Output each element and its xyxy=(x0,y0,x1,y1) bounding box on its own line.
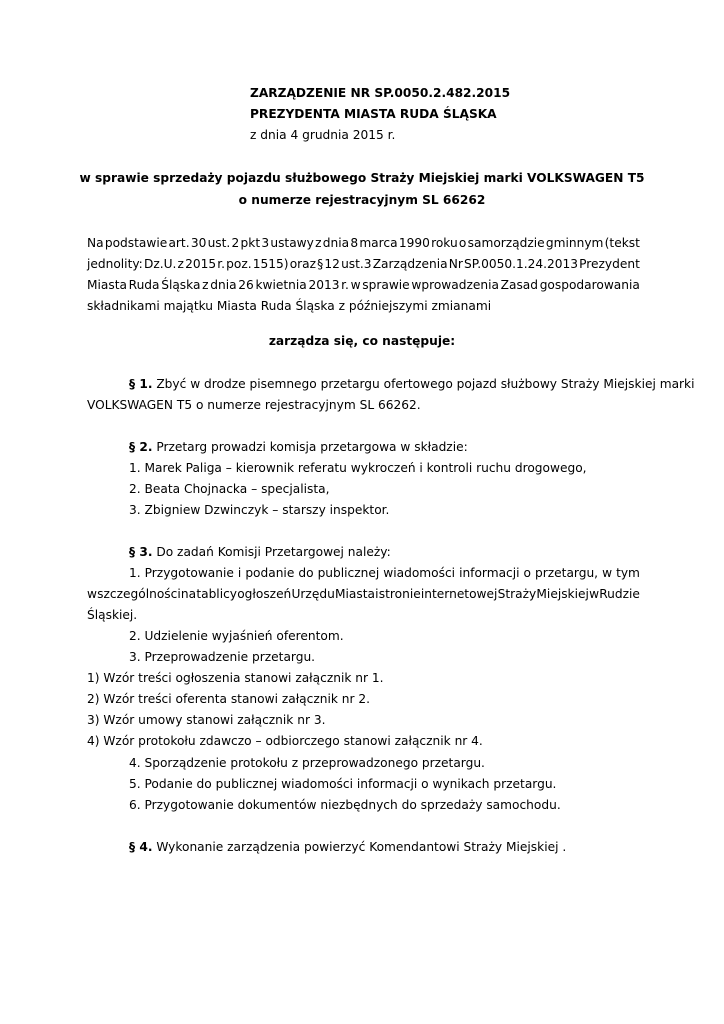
decree-date: z dnia 4 grudnia 2015 r. xyxy=(250,128,396,142)
basis-line-2 xyxy=(87,257,640,271)
task-3: 3. Przeprowadzenie przetargu. xyxy=(129,650,316,664)
word: o xyxy=(523,566,532,580)
task-2: 2. Udzielenie wyjaśnień oferentom. xyxy=(129,629,344,643)
task-1-line-1 xyxy=(129,566,640,580)
word: r. xyxy=(217,257,226,271)
word: 8 xyxy=(350,236,359,250)
word: wiadomości xyxy=(383,566,456,580)
word: ustawy xyxy=(270,236,314,250)
section-4-mark: § 4. xyxy=(129,840,153,854)
word: do xyxy=(298,566,314,580)
word: gospodarowania xyxy=(539,278,640,292)
word: tym xyxy=(616,566,640,580)
task-6: 6. Przygotowanie dokumentów niezbędnych do sprzedaży samochodu. xyxy=(129,798,561,812)
word: Rudzie xyxy=(599,587,640,601)
attachment-item: 2) Wzór treści oferenta stanowi załącznik nr 2. xyxy=(87,692,371,706)
section-1-mark: § 1. xyxy=(129,377,153,391)
subject-line-2: o numerze rejestracyjnym SL 66262 xyxy=(238,193,486,207)
word: z xyxy=(177,257,184,271)
word: ust. xyxy=(207,236,231,250)
word: pkt xyxy=(240,236,261,250)
word: z xyxy=(202,278,209,292)
word: przetargu, xyxy=(535,566,599,580)
word: 3 xyxy=(261,236,270,250)
word: Ruda xyxy=(128,278,160,292)
word: kwietnia xyxy=(255,278,307,292)
word: Miasta xyxy=(335,587,375,601)
attachment-item: 3) Wzór umowy stanowi załącznik nr 3. xyxy=(87,713,326,727)
section-3-text: Do zadań Komisji Przetargowej należy: xyxy=(152,545,391,559)
word: 1990 xyxy=(398,236,430,250)
task-5: 5. Podanie do publicznej wiadomości informacji o wynikach przetargu. xyxy=(129,777,557,791)
subject-line-1: w sprawie sprzedaży pojazdu służbowego Straży Miejskiej marki VOLKSWAGEN T5 xyxy=(79,171,645,185)
word: Prezydent xyxy=(579,257,640,271)
word: Dz.U. xyxy=(143,257,177,271)
word: w xyxy=(87,587,97,601)
word: r. xyxy=(341,278,349,292)
task-1-line-3: Śląskiej. xyxy=(87,608,138,622)
word: poz. xyxy=(226,257,252,271)
word: w xyxy=(589,587,600,601)
word: Nr xyxy=(448,257,463,271)
section-1-text: Zbyć w drodze pisemnego przetargu ofertowego pojazd służbowy Straży Miejskiej marki xyxy=(152,377,695,391)
decree-statement: zarządza się, co następuje: xyxy=(268,334,456,348)
basis-line-3 xyxy=(87,278,640,292)
word: Przygotowanie xyxy=(144,566,234,580)
word: podstawie xyxy=(104,236,168,250)
word: i xyxy=(237,566,242,580)
word: § xyxy=(317,257,324,271)
word: gminnym xyxy=(545,236,604,250)
section-1-line-2: VOLKSWAGEN T5 o numerze rejestracyjnym SL 66262. xyxy=(87,398,421,412)
word: 12 xyxy=(324,257,340,271)
word: (tekst xyxy=(604,236,640,250)
word: 26 xyxy=(238,278,254,292)
word: z xyxy=(315,236,322,250)
word: Straży xyxy=(497,587,537,601)
section-4-text: Wykonanie zarządzenia powierzyć Komendantowi Straży Miejskiej . xyxy=(152,840,567,854)
word: oraz xyxy=(289,257,317,271)
word: Miasta xyxy=(87,278,127,292)
word: Śląska xyxy=(161,278,201,292)
word: wprowadzenia xyxy=(411,278,499,292)
commission-member: 3. Zbigniew Dzwinczyk – starszy inspektor. xyxy=(129,503,390,517)
word: roku xyxy=(431,236,458,250)
commission-member: 1. Marek Paliga – kierownik referatu wykroczeń i kontroli ruchu drogowego, xyxy=(129,461,587,475)
word: 2013 xyxy=(308,278,340,292)
word: i xyxy=(375,587,379,601)
attachment-item: 1) Wzór treści ogłoszenia stanowi załącznik nr 1. xyxy=(87,671,384,685)
word: 2 xyxy=(231,236,240,250)
section-3-intro xyxy=(129,545,391,559)
section-3-mark: § 3. xyxy=(129,545,153,559)
word: sprawie xyxy=(362,278,410,292)
word: 30 xyxy=(190,236,207,250)
word: szczególności xyxy=(97,587,181,601)
word: w xyxy=(602,566,613,580)
section-1-line-1 xyxy=(129,377,695,391)
word: internetowej xyxy=(420,587,498,601)
word: tablicy xyxy=(196,587,237,601)
word: 2015 xyxy=(185,257,217,271)
task-4: 4. Sporządzenie protokołu z przeprowadzonego przetargu. xyxy=(129,756,485,770)
word: jednolity: xyxy=(87,257,143,271)
commission-member: 2. Beata Chojnacka – specjalista, xyxy=(129,482,330,496)
word: art. xyxy=(168,236,190,250)
word: podanie xyxy=(245,566,295,580)
word: publicznej xyxy=(317,566,380,580)
task-1-line-2 xyxy=(87,587,640,601)
word: SP.0050.1.24.2013 xyxy=(464,257,578,271)
word: samorządzie xyxy=(467,236,545,250)
basis-line-4: składnikami majątku Miasta Ruda Śląska z późniejszymi zmianami xyxy=(87,299,492,313)
section-2-intro xyxy=(129,440,468,454)
word: informacji xyxy=(459,566,520,580)
word: dnia xyxy=(322,236,350,250)
word: Zasad xyxy=(500,278,538,292)
word: ogłoszeń xyxy=(237,587,292,601)
word: Urzędu xyxy=(291,587,335,601)
word: ust.3 xyxy=(341,257,372,271)
issuer: PREZYDENTA MIASTA RUDA ŚLĄSKA xyxy=(250,107,497,121)
section-2-mark: § 2. xyxy=(129,440,153,454)
word: stronie xyxy=(378,587,421,601)
word: o xyxy=(458,236,467,250)
basis-line-1 xyxy=(87,236,640,250)
attachment-item: 4) Wzór protokołu zdawczo – odbiorczego stanowi załącznik nr 4. xyxy=(87,734,483,748)
word: Miejskiej xyxy=(536,587,589,601)
word: 1515) xyxy=(252,257,289,271)
word: w xyxy=(350,278,361,292)
word: na xyxy=(180,587,197,601)
word: dnia xyxy=(210,278,237,292)
decree-number: ZARZĄDZENIE NR SP.0050.2.482.2015 xyxy=(250,86,511,100)
word: Zarządzenia xyxy=(372,257,448,271)
word: 1. xyxy=(129,566,141,580)
word: marca xyxy=(359,236,398,250)
word: Na xyxy=(87,236,104,250)
section-2-text: Przetarg prowadzi komisja przetargowa w składzie: xyxy=(152,440,468,454)
section-4 xyxy=(129,840,566,854)
